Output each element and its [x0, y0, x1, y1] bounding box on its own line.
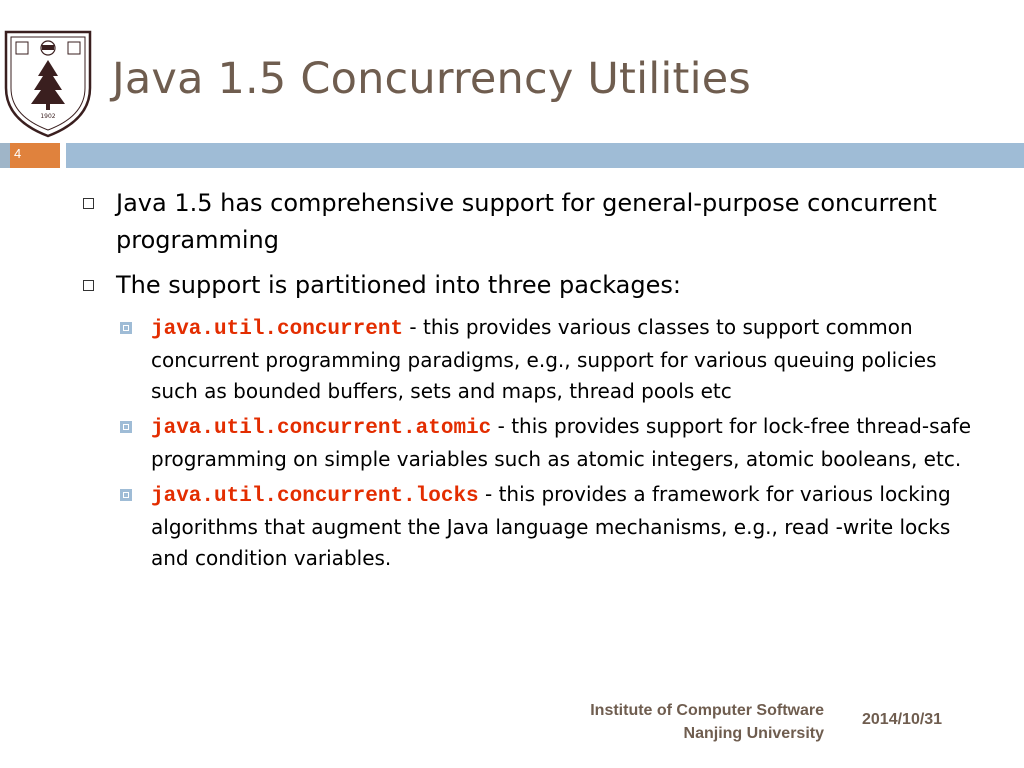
package-description: - this provides various classes to support common concurrent programming paradigms, e.g., support for various queuing policies such as bounded buffers, sets and maps, thread pools etc: [151, 315, 937, 403]
bullet-text: Java 1.5 has comprehensive support for general-purpose concurrent programming: [116, 189, 937, 254]
slide-body: [80, 185, 980, 578]
slide-title: Java 1.5 Concurrency Utilities: [112, 54, 751, 104]
package-name: java.util.concurrent.atomic: [151, 417, 492, 440]
filled-square-bullet-icon: [120, 489, 132, 501]
square-bullet-icon: [83, 280, 94, 291]
filled-square-bullet-icon: [120, 421, 132, 433]
bullet-item: [80, 267, 980, 304]
bullet-text: The support is partitioned into three packages:: [116, 271, 681, 299]
filled-square-bullet-icon: [120, 322, 132, 334]
sub-bullet-item: [116, 312, 973, 407]
footer-institute-line2: Nanjing University: [683, 725, 824, 742]
package-name: java.util.concurrent.locks: [151, 485, 479, 508]
svg-text:1902: 1902: [40, 113, 56, 120]
sub-bullet-item: [116, 479, 973, 574]
footer-institute-line1: Institute of Computer Software: [590, 702, 824, 719]
page-number-box: [10, 143, 60, 168]
sub-bullet-item: [116, 411, 973, 475]
package-description: - this provides support for lock-free thread-safe programming on simple variables such as atomic integers, atomic booleans, etc.: [151, 414, 972, 471]
header-band: [0, 143, 1024, 168]
square-bullet-icon: [83, 198, 94, 209]
page-number: 4: [14, 146, 22, 161]
bullet-item: [80, 185, 980, 259]
package-description: - this provides a framework for various locking algorithms that augment the Java language mechanisms, e.g., read -write locks and condition variables.: [151, 482, 951, 570]
package-name: java.util.concurrent: [151, 318, 404, 341]
footer-institute: [590, 699, 824, 745]
band-left-segment: [0, 143, 10, 168]
university-logo: [2, 28, 94, 138]
band-right-segment: [66, 143, 1024, 168]
footer-date: 2014/10/31: [862, 711, 943, 728]
